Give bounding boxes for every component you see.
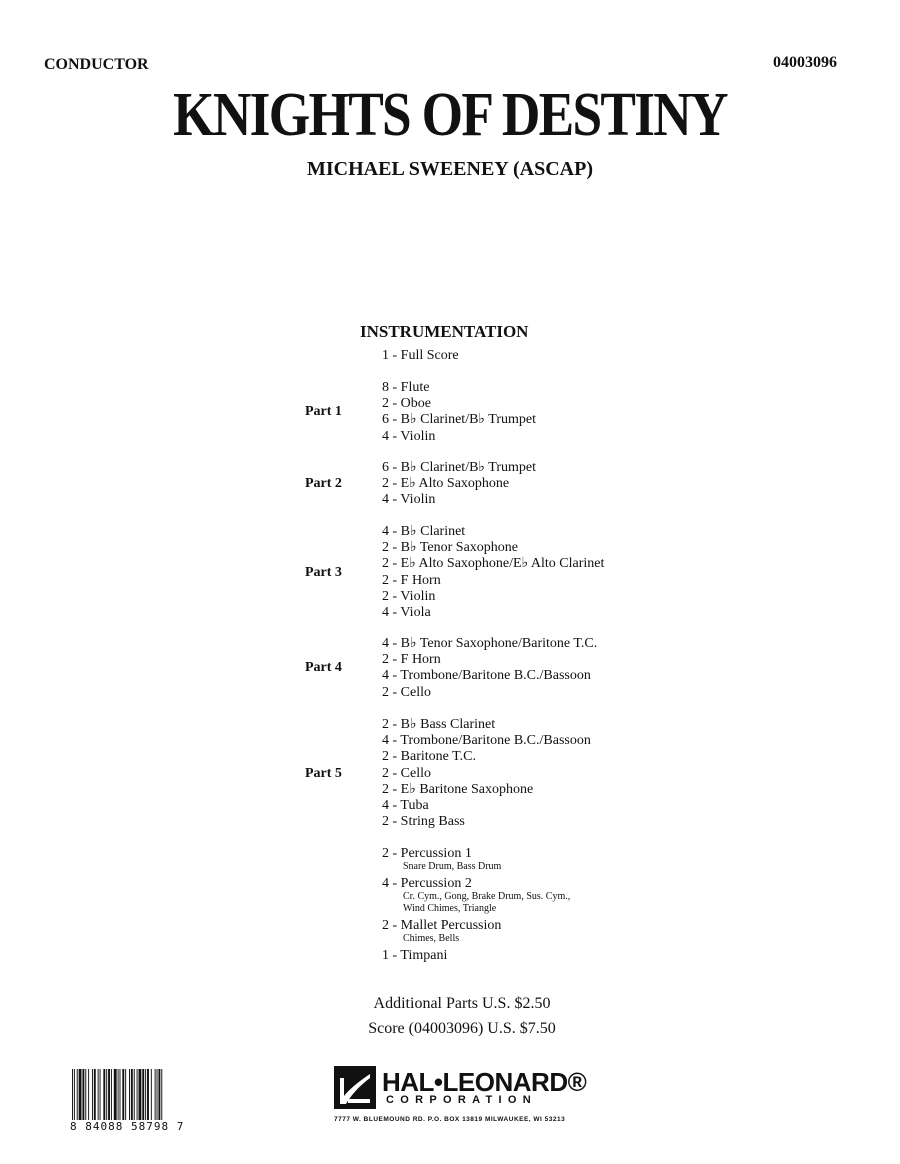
instrument-line: 2 - Baritone T.C. [382,749,476,765]
instrument-line: 2 - Cello [382,684,431,700]
percussion-detail: Chimes, Bells [403,933,460,944]
instrument-line: 2 - E♭ Baritone Saxophone [382,781,534,797]
percussion-detail: Wind Chimes, Triangle [403,903,497,914]
instrument-line: 2 - Cello [382,765,431,781]
percussion-detail: Cr. Cym., Gong, Brake Drum, Sus. Cym., [403,891,571,902]
instrument-line: 2 - Oboe [382,396,431,412]
instrument-line: 8 - Flute [382,380,430,395]
instrument-line: 4 - Violin [382,492,436,508]
instrument-line: 2 - B♭ Tenor Saxophone [382,540,519,556]
catalog-number: 04003096 [773,54,837,71]
instrument-line: 4 - Trombone/Baritone B.C./Bassoon [382,733,591,749]
percussion-detail: Snare Drum, Bass Drum [403,861,502,872]
instrument-line: 4 - Trombone/Baritone B.C./Bassoon [382,668,591,684]
part-label: Part 2 [305,476,342,492]
instrument-line: 2 - F Horn [382,572,441,588]
instrument-line: 2 - String Bass [382,814,465,830]
publisher-name: HAL•LEONARD® [382,1067,587,1097]
instrument-line: 2 - Violin [382,588,436,604]
page-title: KNIGHTS OF DESTINY [173,81,727,149]
hal-leonard-logo-icon [334,1066,376,1109]
part-label: Part 4 [305,660,342,676]
part-label: Part 3 [305,564,342,580]
instrument-line: 2 - E♭ Alto Saxophone [382,476,510,492]
composer: MICHAEL SWEENEY (ASCAP) [307,158,593,180]
instrument-line: 4 - B♭ Clarinet [382,524,466,539]
conductor-label: CONDUCTOR [44,56,149,73]
instrument-line: 2 - F Horn [382,652,441,668]
score-price: Score (04003096) U.S. $7.50 [368,1020,556,1037]
percussion-line: 2 - Percussion 1 [382,846,472,861]
instrument-line: 2 - E♭ Alto Saxophone/E♭ Alto Clarinet [382,556,605,572]
instrument-line: 6 - B♭ Clarinet/B♭ Trumpet [382,412,536,428]
barcode [72,1069,200,1120]
additional-parts-price: Additional Parts U.S. $2.50 [373,995,551,1012]
percussion-line: 2 - Mallet Percussion [382,918,502,933]
instrument-line: 4 - Violin [382,428,436,444]
instrument-line: 2 - B♭ Bass Clarinet [382,717,496,732]
barcode-digits: 8 84088 58798 7 [70,1120,185,1133]
instrument-line: 6 - B♭ Clarinet/B♭ Trumpet [382,460,536,475]
percussion-line: 4 - Percussion 2 [382,876,472,891]
instrument-line: 4 - Viola [382,605,431,620]
full-score-line: 1 - Full Score [382,348,459,363]
instrumentation-heading: INSTRUMENTATION [360,322,529,341]
publisher-logo [334,1066,587,1130]
part-label: Part 1 [305,404,342,420]
part-label: Part 5 [305,765,342,781]
publisher-address: 7777 W. BLUEMOUND RD. P.O. BOX 13819 MILWAUKEE, WI 53213 [334,1116,566,1123]
instrument-line: 4 - B♭ Tenor Saxophone/Baritone T.C. [382,636,598,651]
instrument-line: 4 - Tuba [382,798,429,813]
publisher-corporation: CORPORATION [386,1094,537,1106]
percussion-line: 1 - Timpani [382,948,448,963]
